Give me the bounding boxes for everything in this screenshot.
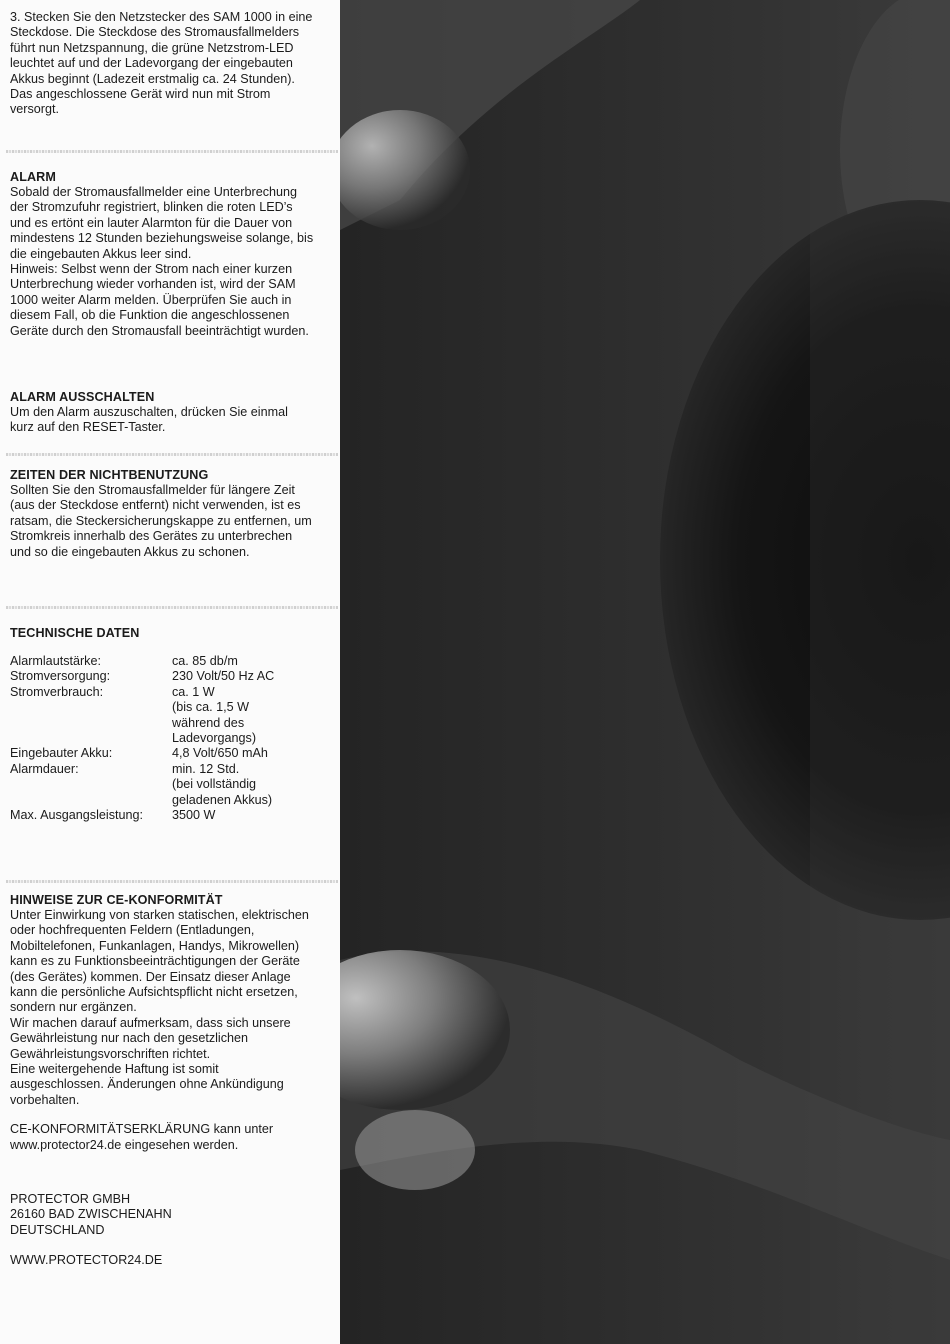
spec-label: Stromversorgung: <box>10 669 111 684</box>
ce-warranty-text: Wir machen darauf aufmerksam, dass sich unsere Gewährleistung nur nach den gesetzlichen Gewährleistungsvorschriften richtet. <box>10 1015 291 1061</box>
spec-value-line: min. 12 Std. <box>172 761 240 776</box>
ce-text: Unter Einwirkung von starken statischen, elektrischen oder hochfrequenten Feldern (Entladungen, Mobiltelefonen, Funkanlagen, Handys, Mikrowellen) kann es zu Funktionsbeeinträchtigungen der Geräte (des Gerätes) kommen. Der Einsatz dieser Anlage kann die persönliche Aufsichtspflicht nicht ersetzen, sondern nur ergänzen. <box>10 908 309 1015</box>
spec-value-line: während des <box>172 715 245 730</box>
alarm-section <box>10 170 315 339</box>
spec-value-line: geladenen Akkus) <box>172 792 273 807</box>
spec-value-line: ca. 1 W <box>172 684 215 699</box>
alarm-text: Sobald der Stromausfallmelder eine Unterbrechung der Stromzufuhr registriert, blinken die roten LED’s und es ertönt ein lauter Alarmton für die Dauer von mindestens 12 Stunden beziehungsweise solange, bis die eingebauten Akkus leer sind. <box>10 185 314 261</box>
spec-row <box>10 808 330 823</box>
spec-row <box>10 685 330 747</box>
spec-value <box>172 685 330 747</box>
company-website: WWW.PROTECTOR24.DE <box>10 1253 163 1268</box>
spec-value-line: ca. 85 db/m <box>172 654 238 668</box>
dark-hand-photo <box>340 0 950 1344</box>
alarm-off-text: Um den Alarm auszuschalten, drücken Sie einmal kurz auf den RESET-Taster. <box>10 405 288 435</box>
section-divider <box>6 606 338 609</box>
spec-value-line: 3500 W <box>172 808 216 823</box>
idle-text: Sollten Sie den Stromausfallmelder für längere Zeit (aus der Steckdose entfernt) nicht verwenden, ist es ratsam, die Steckersicherungskappe zu entfernen, um Stromkreis innerhalb des Gerätes zu unterbrechen und so die eingebauten Akkus zu schonen. <box>10 483 312 559</box>
company-city: 26160 BAD ZWISCHENAHN <box>10 1207 172 1222</box>
spec-value <box>172 654 330 669</box>
spec-label: Alarmdauer: <box>10 761 79 776</box>
spec-row <box>10 654 330 669</box>
ce-section <box>10 893 315 1153</box>
tech-spec-table <box>10 654 330 823</box>
spec-label: Alarmlautstärke: <box>10 654 101 668</box>
section-divider <box>6 150 338 153</box>
idle-heading: ZEITEN DER NICHTBENUTZUNG <box>10 468 209 482</box>
spec-value-line: (bei vollständig <box>172 777 257 792</box>
company-address <box>10 1192 315 1269</box>
ce-declaration-text: CE-KONFORMITÄTSERKLÄRUNG kann unter www.protector24.de eingesehen werden. <box>10 1122 274 1152</box>
section-divider <box>6 453 338 456</box>
spec-value <box>172 762 330 808</box>
intro-text: 3. Stecken Sie den Netzstecker des SAM 1000 in eine Steckdose. Die Steckdose des Stromausfallmelders führt nun Netzspannung, die grüne Netzstrom-LED leuchtet auf und der Ladevorgang der eingebauten Akkus beginnt (Ladezeit erstmalig ca. 24 Stunden). Das angeschlossene Gerät wird nun mit Strom versorgt. <box>10 10 313 117</box>
spec-value <box>172 746 330 761</box>
intro-block <box>10 10 315 118</box>
alarm-heading: ALARM <box>10 170 56 184</box>
spec-row <box>10 746 330 761</box>
spec-row <box>10 762 330 808</box>
spec-row <box>10 669 330 684</box>
alarm-off-heading: ALARM AUSSCHALTEN <box>10 390 155 404</box>
spec-label: Stromverbrauch: <box>10 684 104 699</box>
spec-value <box>172 669 330 684</box>
alarm-off-section <box>10 390 315 436</box>
tech-heading: TECHNISCHE DATEN <box>10 626 140 640</box>
spec-value-line: 4,8 Volt/650 mAh <box>172 746 268 761</box>
spec-value-line: (bis ca. 1,5 W <box>172 700 249 715</box>
ce-liability-text: Eine weitergehende Haftung ist somit ausgeschlossen. Änderungen ohne Ankündigung vorbehalten. <box>10 1062 284 1107</box>
alarm-note: Hinweis: Selbst wenn der Strom nach einer kurzen Unterbrechung wieder vorhanden ist, wird der SAM 1000 weiter Alarm melden. Überprüfen Sie auch in diesem Fall, ob die Funktion die angeschlossenen Geräte durch den Stromausfall beeinträchtigt wurden. <box>10 262 309 338</box>
spec-value-line: Ladevorgangs) <box>172 731 257 746</box>
spec-label: Max. Ausgangsleistung: <box>10 808 144 823</box>
tech-heading-block <box>10 626 315 641</box>
text-column <box>0 0 340 1344</box>
company-country: DEUTSCHLAND <box>10 1222 105 1237</box>
product-photo <box>340 0 950 1344</box>
idle-section <box>10 468 315 560</box>
spec-value <box>172 808 330 823</box>
spec-label: Eingebauter Akku: <box>10 746 113 761</box>
company-name: PROTECTOR GMBH <box>10 1192 131 1206</box>
section-divider <box>6 880 338 883</box>
spec-value-line: 230 Volt/50 Hz AC <box>172 669 275 684</box>
ce-heading: HINWEISE ZUR CE-KONFORMITÄT <box>10 893 223 907</box>
